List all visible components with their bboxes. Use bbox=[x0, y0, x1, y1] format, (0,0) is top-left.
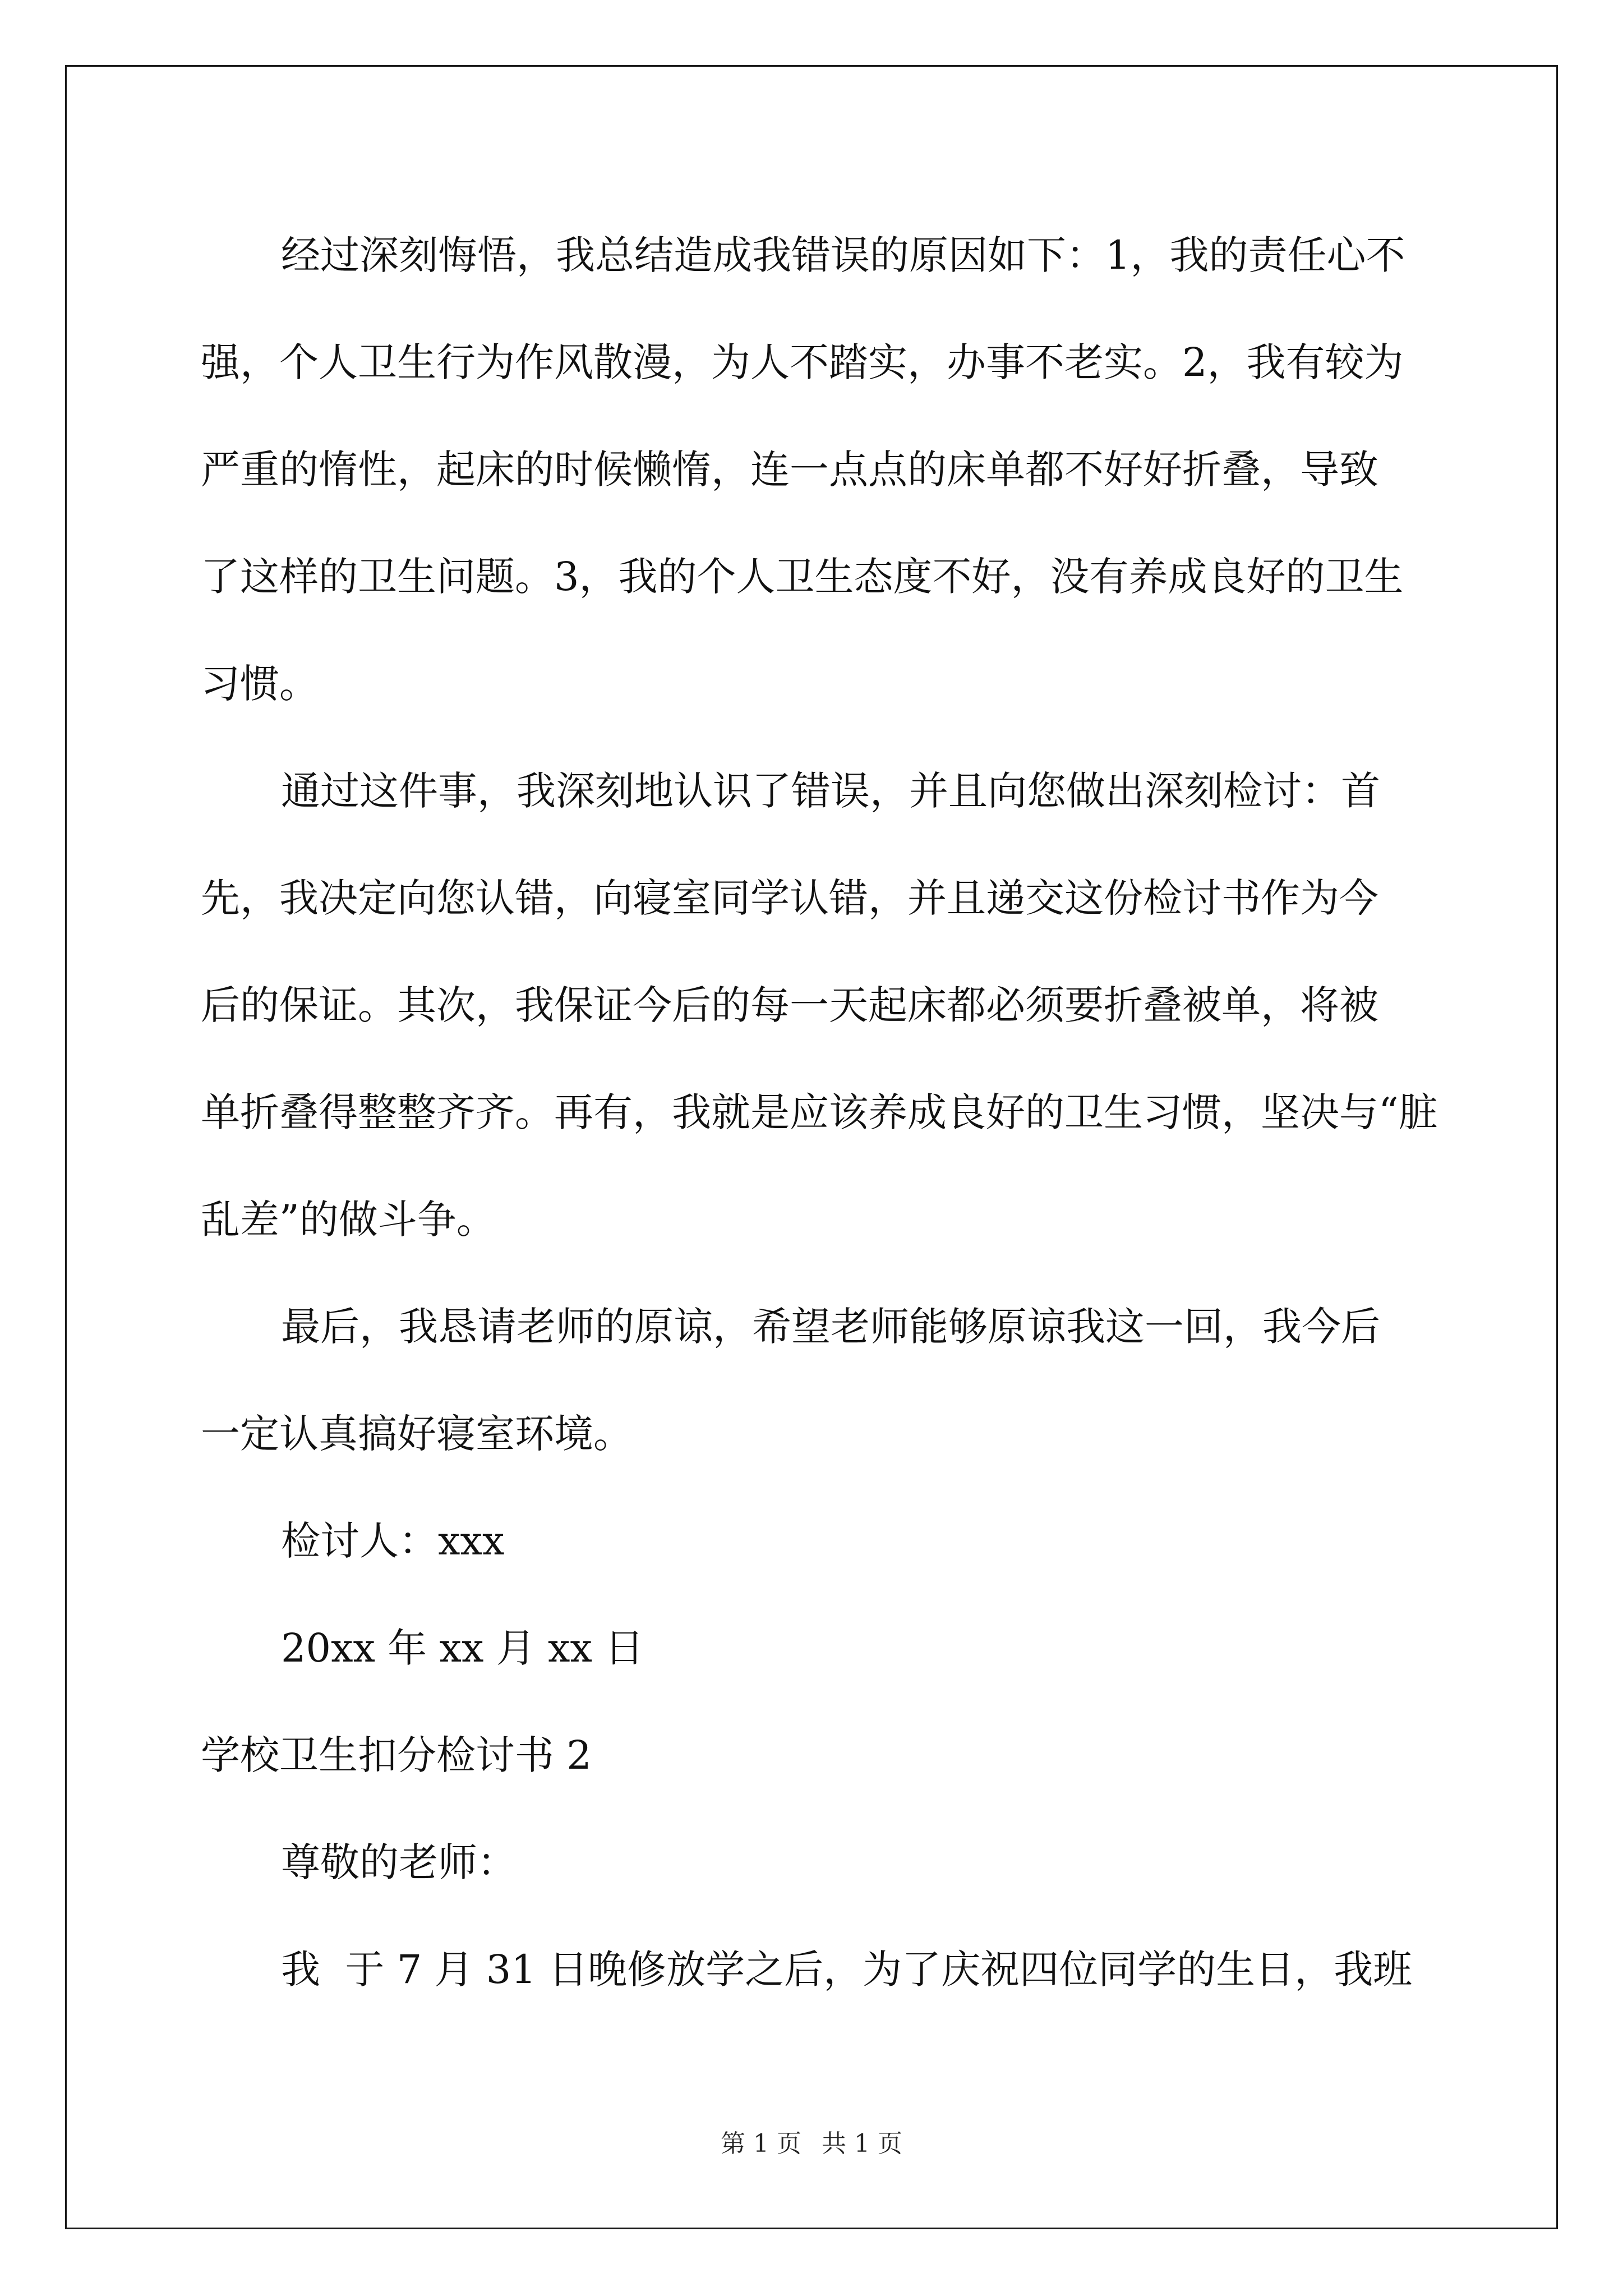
salutation: 尊敬的老师： bbox=[281, 1839, 517, 1885]
text-line: 严重的惰性，起床的时候懒惰，连一点点的床单都不好好折叠，导致 bbox=[201, 447, 1378, 493]
paragraph-1 bbox=[201, 202, 1432, 738]
paragraph-2 bbox=[201, 738, 1438, 1273]
document-body bbox=[201, 202, 1438, 2023]
text-line: 最后，我恳请老师的原谅，希望老师能够原谅我这一回，我今后 bbox=[281, 1304, 1380, 1350]
text-line: 单折叠得整整齐齐。再有，我就是应该养成良好的卫生习惯，坚决与“脏 bbox=[201, 1089, 1438, 1135]
text-line: 我 于 7 月 31 日晚修放学之后，为了庆祝四位同学的生日，我班 bbox=[281, 1947, 1413, 1993]
section-title: 学校卫生扣分检讨书 2 bbox=[201, 1732, 592, 1778]
signer: 检讨人：xxx bbox=[281, 1518, 505, 1564]
text-line: 经过深刻悔悟，我总结造成我错误的原因如下：1，我的责任心不 bbox=[281, 232, 1405, 278]
text-line: 了这样的卫生问题。3，我的个人卫生态度不好，没有养成良好的卫生 bbox=[201, 554, 1404, 600]
text-line: 乱差”的做斗争。 bbox=[201, 1197, 496, 1243]
text-line: 先，我决定向您认错，向寝室同学认错，并且递交这份检讨书作为今 bbox=[201, 875, 1378, 921]
text-line: 强，个人卫生行为作风散漫，为人不踏实，办事不老实。2，我有较为 bbox=[201, 339, 1404, 385]
page-number: 第 1 页 bbox=[721, 2129, 801, 2158]
paragraph-3 bbox=[201, 1273, 1432, 1488]
page-footer bbox=[0, 2123, 1623, 2159]
page-total: 共 1 页 bbox=[822, 2129, 902, 2158]
text-line: 一定认真搞好寝室环境。 bbox=[201, 1411, 633, 1457]
text-line: 后的保证。其次，我保证今后的每一天起床都必须要折叠被单，将被 bbox=[201, 982, 1378, 1028]
date: 20xx 年 xx 月 xx 日 bbox=[281, 1625, 644, 1671]
text-line: 习惯。 bbox=[201, 661, 319, 707]
text-line: 通过这件事，我深刻地认识了错误，并且向您做出深刻检讨：首 bbox=[281, 768, 1380, 814]
